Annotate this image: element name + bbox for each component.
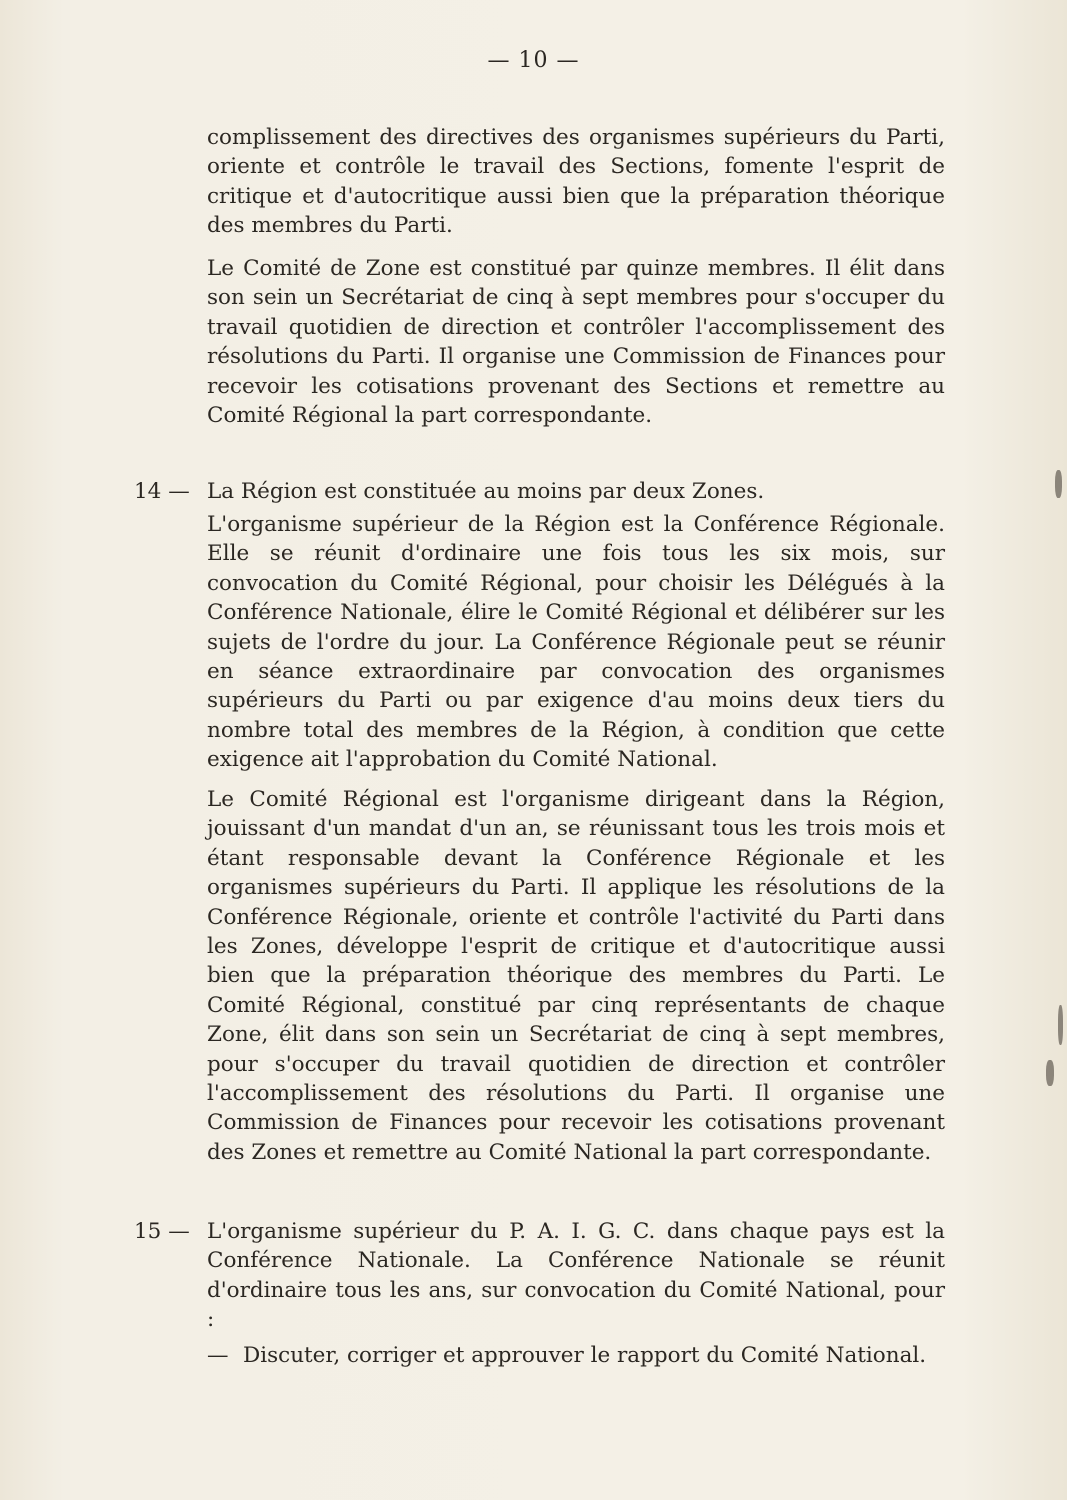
page-number: — 10 —: [487, 48, 580, 73]
scan-mark: [1058, 1005, 1063, 1045]
scan-mark: [1055, 470, 1062, 498]
list-item-text: Discuter, corriger et approuver le rapport du Comité National.: [243, 1343, 927, 1368]
paragraph-text: Le Comité de Zone est constitué par quinze membres. Il élit dans son sein un Secrétariat de cinq à sept membres pour s'occuper du travail quotidien de direction et contrôler l'accomplissement des résolutions du Parti. Il organise une Commission de Finances pour recevoir les cotisations provenant des Sections et remettre au Comité Régional la part correspondante.: [207, 256, 945, 429]
scan-mark: [1046, 1060, 1054, 1086]
paragraph-text: L'organisme supérieur du P. A. I. G. C. dans chaque pays est la Conférence Nationale. La Conférence Nationale se réunit d'ordinaire tous les ans, sur convocation du Comité National, pour :: [207, 1219, 945, 1333]
article-14-paragraph-conference: [207, 510, 945, 775]
article-14-first-line: [207, 477, 945, 506]
article-number-15: 15 —: [134, 1219, 190, 1244]
article-number-14: 14 —: [134, 479, 190, 504]
list-item: [207, 1341, 945, 1370]
dash-marker: —: [207, 1343, 229, 1368]
paragraph-text: complissement des directives des organismes supérieurs du Parti, oriente et contrôle le travail des Sections, fomente l'esprit de critique et d'autocritique aussi bien que la préparation théorique des membres du Parti.: [207, 125, 945, 239]
paragraph-text: La Région est constituée au moins par deux Zones.: [207, 479, 765, 504]
paragraph-text: Le Comité Régional est l'organisme dirigeant dans la Région, jouissant d'un mandat d'un an, se réunissant tous les trois mois et étant responsable devant la Conférence Régionale et les organismes supérieurs du Parti. Il applique les résolutions de la Conférence Régionale, oriente et contrôle l'activité du Parti dans les Zones, développe l'esprit de critique et d'autocritique aussi bien que la préparation théorique des membres du Parti. Le Comité Régional, constitué par cinq représentants de chaque Zone, élit dans son sein un Secrétariat de cinq à sept membres, pour s'occuper du travail quotidien de direction et contrôler l'accomplissement des résolutions du Parti. Il organise une Commission de Finances pour recevoir les cotisations provenant des Zones et remettre au Comité National la part correspondante.: [207, 787, 945, 1165]
paragraph-zone-committee: [207, 254, 945, 430]
paragraph-continuation: [207, 123, 945, 241]
article-14-paragraph-committee: [207, 785, 945, 1167]
article-15-first-paragraph: [207, 1217, 945, 1335]
paragraph-text: L'organisme supérieur de la Région est la Conférence Régionale. Elle se réunit d'ordinaire une fois tous les six mois, sur convocation du Comité Régional, pour choisir les Délégués à la Conférence Nationale, élire le Comité Régional et délibérer sur les sujets de l'ordre du jour. La Conférence Régionale peut se réunir en séance extraordinaire par convocation des organismes supérieurs du Parti ou par exigence d'au moins deux tiers du nombre total des membres de la Région, à condition que cette exigence ait l'approbation du Comité National.: [207, 512, 945, 773]
